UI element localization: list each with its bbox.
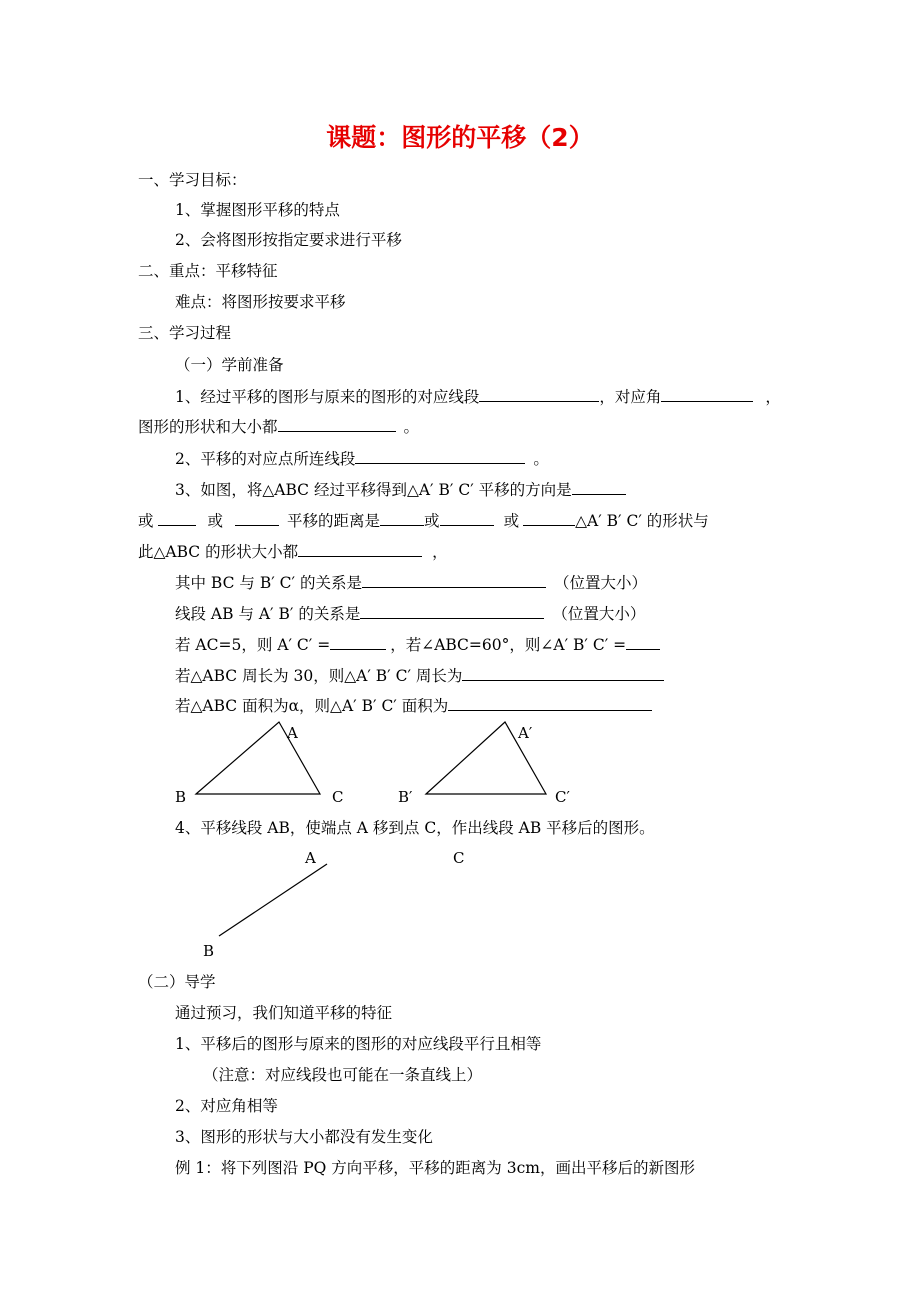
q3-text-a: 3、如图，将△ABC 经过平移得到△A′ B′ C′ 平移的方向是 (175, 481, 572, 499)
q1-text-d: 图形的形状和大小都 (138, 418, 278, 436)
q3-text-e1: 线段 AB 与 A′ B′ 的关系是 (175, 605, 361, 623)
q3-text-d1: 其中 BC 与 B′ C′ 的关系是 (175, 574, 362, 592)
subsection-1-heading: （一）学前准备 (175, 356, 284, 374)
page-title: 课题：图形的平移（2） (326, 123, 594, 152)
q3-text-or: 或 (207, 512, 224, 530)
feature-1: 1、平移后的图形与原来的图形的对应线段平行且相等 (175, 1035, 542, 1053)
goal-item-2: 2、会将图形按指定要求进行平移 (175, 231, 402, 249)
q3-text-shape: △A′ B′ C′ 的形状与 (575, 512, 709, 530)
guide-intro: 通过预习，我们知道平移的特征 (175, 1004, 393, 1022)
q3-text-f2: ，若∠ABC=60°，则∠A′ B′ C′ = (390, 636, 627, 654)
q2-text-b: 。 (533, 450, 549, 468)
q3-text-or: 或 (503, 512, 520, 530)
feature-1-note: （注意：对应线段也可能在一条直线上） (203, 1066, 483, 1084)
q3-text-g: 若△ABC 周长为 30，则△A′ B′ C′ 周长为 (175, 667, 463, 685)
q1-text-e: 。 (403, 418, 420, 436)
q3-text-c2: ， (432, 543, 448, 561)
point-label-b: B (203, 942, 215, 960)
key-point: 二、重点：平移特征 (138, 262, 278, 280)
q1-text-a: 1、经过平移的图形与原来的图形的对应线段 (175, 388, 480, 406)
q3-text-d2: （位置大小） (553, 574, 647, 592)
example-1: 例 1：将下列图沿 PQ 方向平移，平移的距离为 3cm，画出平移后的新图形 (175, 1159, 695, 1177)
vertex-label-b: B (175, 788, 187, 806)
vertex-label-b-prime: B′ (398, 788, 413, 806)
q1-text-b: ，对应角 (599, 388, 662, 406)
vertex-label-a-prime: A′ (518, 724, 533, 742)
segment-ab (219, 864, 327, 936)
vertex-label-a: A (287, 724, 298, 742)
triangle-abc (196, 722, 320, 794)
q3-text-f1: 若 AC=5，则 A′ C′ = (175, 636, 331, 654)
point-label-a: A (305, 849, 316, 867)
q1-text-c: ， (765, 388, 781, 406)
section-1-heading: 一、学习目标： (138, 171, 247, 189)
q2-text-a: 2、平移的对应点所连线段 (175, 450, 356, 468)
q3-text-or: 或 (138, 512, 154, 530)
feature-3: 3、图形的形状与大小都没有发生变化 (175, 1128, 433, 1146)
vertex-label-c: C (332, 788, 344, 806)
question-4: 4、平移线段 AB，使端点 A 移到点 C，作出线段 AB 平移后的图形。 (175, 819, 655, 837)
q3-text-h: 若△ABC 面积为α，则△A′ B′ C′ 面积为 (175, 697, 449, 715)
q3-text-c1: 此△ABC 的形状大小都 (138, 543, 299, 561)
goal-item-1: 1、掌握图形平移的特点 (175, 201, 340, 219)
subsection-2-heading: （二）导学 (138, 973, 216, 991)
q3-text-e2: （位置大小） (552, 605, 646, 623)
vertex-label-c-prime: C′ (555, 788, 570, 806)
feature-2: 2、对应角相等 (175, 1097, 278, 1115)
point-label-c: C (453, 849, 465, 867)
difficult-point: 难点：将图形按要求平移 (175, 293, 346, 311)
q3-text-distance: 平移的距离是 (287, 512, 381, 530)
section-3-heading: 三、学习过程 (138, 324, 232, 342)
q3-text-or: 或 (424, 512, 440, 530)
